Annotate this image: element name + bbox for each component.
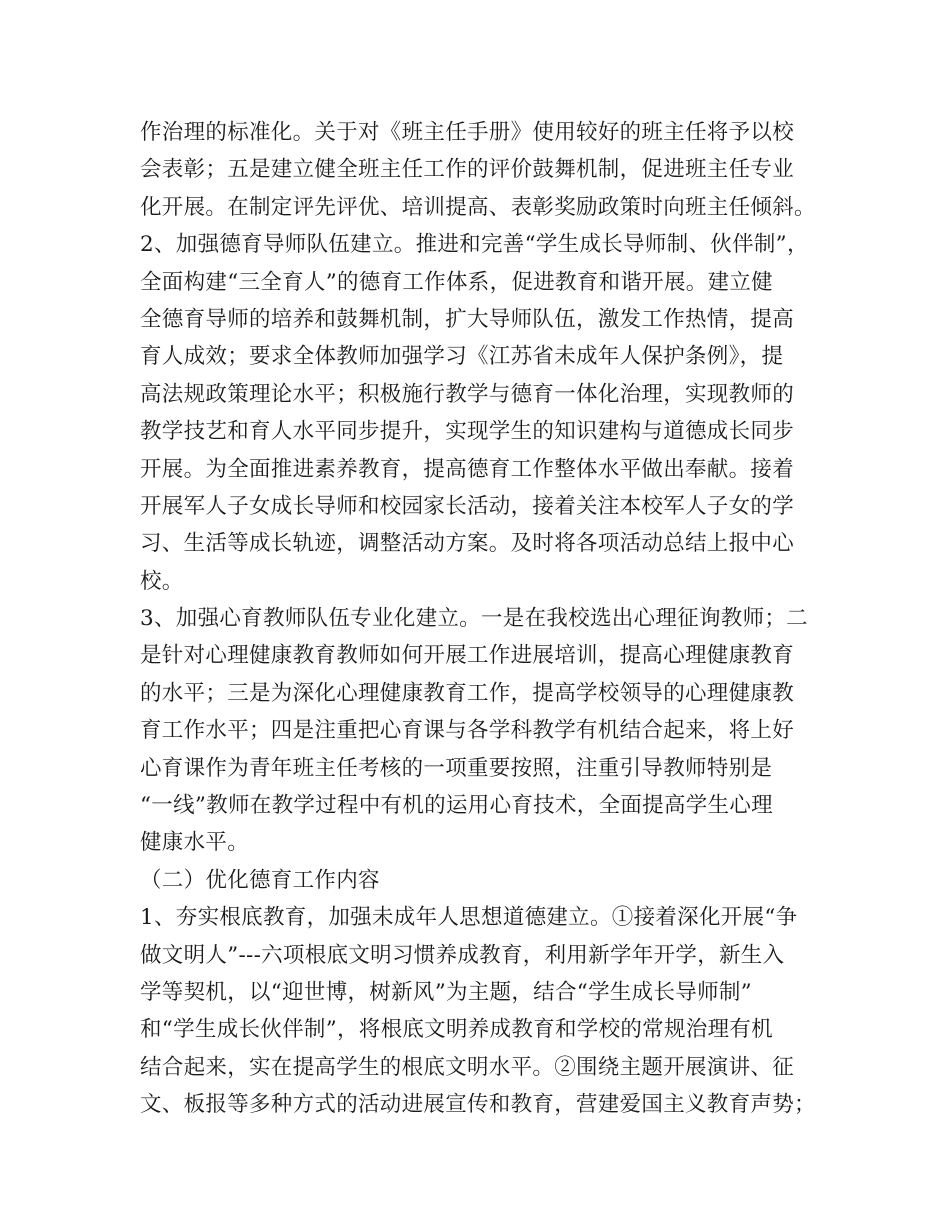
text-line: 健康水平。 [140, 830, 250, 856]
text-line: 的水平；三是为深化心理健康教育工作，提高学校领导的心理健康教 [140, 680, 795, 706]
text-line: 育人成效；要求全体教师加强学习《江苏省未成年人保护条例》，提 [140, 344, 784, 370]
text-line: 2、加强德育导师队伍建立。推进和完善“学生成长导师制、伙伴制”， [140, 232, 809, 258]
text-line: 校。 [140, 568, 184, 594]
text-line: 3、加强心育教师队伍专业化建立。一是在我校选出心理征询教师；二 [140, 606, 808, 632]
text-line: 开展。为全面推进素养教育，提高德育工作整体水平做出奉献。接着 [140, 456, 795, 482]
text-line: 结合起来，实在提高学生的根底文明水平。②围绕主题开展演讲、征 [140, 1054, 795, 1080]
text-line: 会表彰；五是建立健全班主任工作的评价鼓舞机制，促进班主任专业 [140, 157, 795, 183]
document-body [140, 114, 830, 1124]
text-line: 是针对心理健康教育教师如何开展工作进展培训，提高心理健康教育 [140, 643, 795, 669]
text-line: 教学技艺和育人水平同步提升，实现学生的知识建构与道德成长同步 [140, 419, 795, 445]
text-line: 育工作水平；四是注重把心育课与各学科教学有机结合起来，将上好 [140, 718, 795, 744]
text-line: “一线”教师在教学过程中有机的运用心育技术，全面提高学生心理 [140, 793, 773, 819]
section-heading: （二）优化德育工作内容 [140, 867, 380, 893]
text-line: 化开展。在制定评先评优、培训提高、表彰奖励政策时向班主任倾斜。 [140, 194, 816, 220]
text-line: 全面构建“三全育人”的德育工作体系，促进教育和谐开展。建立健 [140, 269, 773, 295]
text-line: 开展军人子女成长导师和校园家长活动，接着关注本校军人子女的学 [140, 493, 795, 519]
text-line: 做文明人”---六项根底文明习惯养成教育，利用新学年开学，新生入 [140, 942, 785, 968]
text-line: 文、板报等多种方式的活动进展宣传和教育，营建爱国主义教育声势； [140, 1092, 816, 1118]
text-line: 1、夯实根底教育，加强未成年人思想道德建立。①接着深化开展“争 [140, 905, 798, 931]
text-line: 作治理的标准化。关于对《班主任手册》使用较好的班主任将予以校 [140, 120, 795, 145]
text-line: 学等契机，以“迎世博，树新风”为主题，结合“学生成长导师制” [140, 979, 752, 1005]
text-line: 习、生活等成长轨迹，调整活动方案。及时将各项活动总结上报中心 [140, 531, 795, 557]
text-line: 心育课作为青年班主任考核的一项重要按照，注重引导教师特别是 [140, 755, 773, 781]
text-line: 全德育导师的培养和鼓舞机制，扩大导师队伍，激发工作热情，提高 [140, 306, 795, 332]
text-line: 高法规政策理论水平；积极施行教学与德育一体化治理，实现教师的 [140, 381, 795, 407]
text-line: 和“学生成长伙伴制”，将根底文明养成教育和学校的常规治理有机 [140, 1017, 773, 1043]
